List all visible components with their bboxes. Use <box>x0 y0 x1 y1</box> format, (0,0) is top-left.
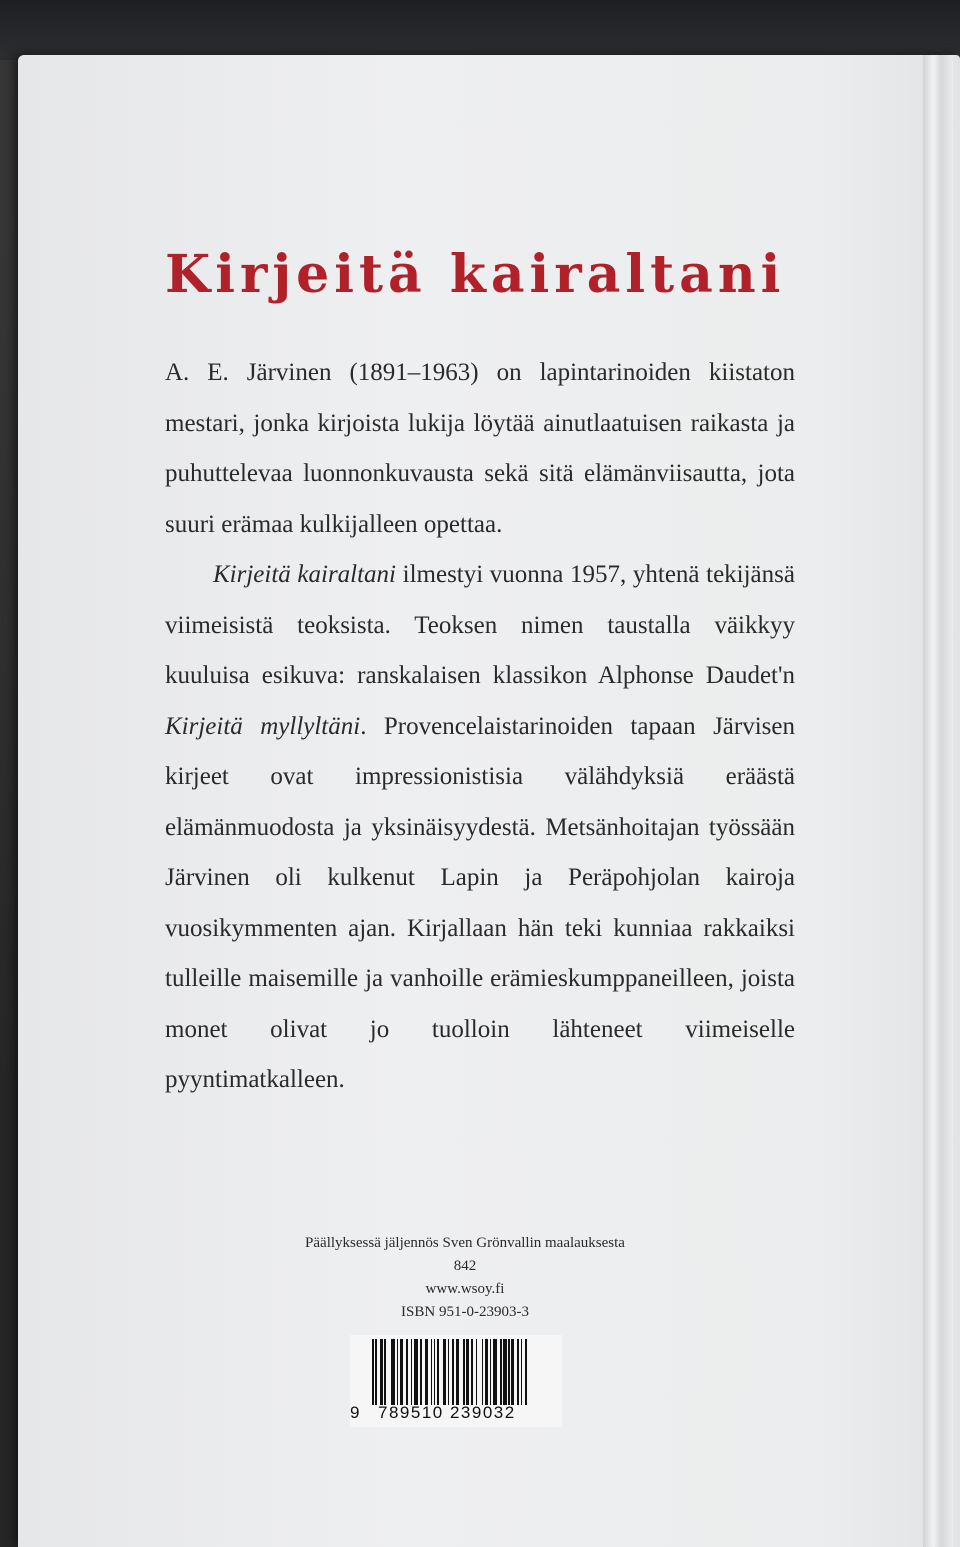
italic-reference-title: Kirjeitä myllyltäni <box>165 712 361 740</box>
publisher-website: www.wsoy.fi <box>425 1281 505 1297</box>
blurb-paragraph-1: A. E. Järvinen (1891–1963) on lapintarinoiden kiistaton mestari, jonka kirjoista lukija löytää ainutlaatuisen raikasta ja puhuttelevaa luonnonkuvausta sekä sitä elämänviisautta, jota suuri erämaa kulkijalleen opettaa. <box>165 359 795 538</box>
cover-text-block <box>165 240 795 1106</box>
table-surface <box>0 0 960 60</box>
blurb <box>165 348 795 1106</box>
book-title: Kirjeitä kairaltani <box>165 244 786 305</box>
barcode-number: 789510 239032 <box>378 1403 516 1422</box>
blurb-paragraph-2 <box>165 550 795 1106</box>
barcode-lead-digit: 9 <box>350 1403 361 1422</box>
paragraph-2-text-b: . Provencelaistarinoiden tapaan Järvisen kirjeet ovat impressionistisia välähdyksiä eräästä elämänmuodosta ja yksinäisyydestä. Metsänhoitajan työssään Järvinen oli kulkenut Lapin ja Peräpohjolan kairoja vuosikymmenten ajan. Kirjallaan hän teki kunniaa rakkaiksi tulleille maisemille ja vanhoille erämieskumppaneilleen, joista monet olivat jo tuolloin lähteneet viimeiselle pyyntimatkalleen. <box>165 712 795 1093</box>
barcode-bars <box>372 1339 558 1405</box>
product-code: 842 <box>453 1258 477 1274</box>
italic-book-title: Kirjeitä kairaltani <box>213 561 397 588</box>
colophon <box>230 1232 700 1324</box>
cover-hinge <box>923 55 953 1547</box>
barcode <box>350 1335 562 1427</box>
barcode-bar <box>527 1339 529 1405</box>
cover-credit: Päällyksessä jäljennös Sven Grönvallin maalauksesta <box>305 1235 625 1251</box>
isbn: ISBN 951-0-23903-3 <box>401 1304 529 1320</box>
paragraph-2-text-a: ilmestyi vuonna 1957, yhtenä tekijänsä viimeisistä teoksista. Teoksen nimen taustalla väikkyy kuuluisa esikuva: ranskalaisen klassikon Alphonse Daudet'n <box>165 561 795 689</box>
